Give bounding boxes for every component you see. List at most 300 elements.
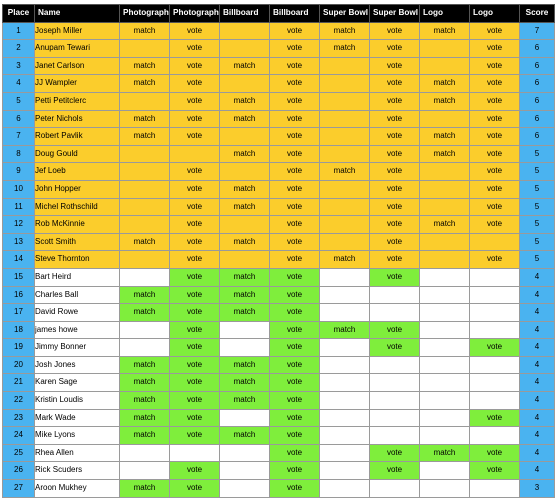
superbowl-match-cell[interactable]	[320, 356, 370, 374]
billboard-vote-cell[interactable]: vote	[270, 57, 320, 75]
billboard-match-cell[interactable]	[220, 444, 270, 462]
superbowl-vote-cell[interactable]: vote	[370, 339, 420, 357]
column-header-photograph-vote[interactable]: Photograph	[170, 5, 220, 23]
superbowl-vote-cell[interactable]: vote	[370, 444, 420, 462]
superbowl-vote-cell[interactable]	[370, 374, 420, 392]
place-cell[interactable]: 2	[3, 40, 35, 58]
photograph-vote-cell[interactable]: vote	[170, 216, 220, 234]
billboard-vote-cell[interactable]: vote	[270, 339, 320, 357]
place-cell[interactable]: 20	[3, 356, 35, 374]
score-cell[interactable]: 6	[520, 92, 555, 110]
photograph-vote-cell[interactable]: vote	[170, 321, 220, 339]
superbowl-match-cell[interactable]	[320, 92, 370, 110]
name-cell[interactable]: Mark Wade	[35, 409, 120, 427]
billboard-match-cell[interactable]: match	[220, 233, 270, 251]
photograph-match-cell[interactable]: match	[120, 427, 170, 445]
superbowl-vote-cell[interactable]: vote	[370, 233, 420, 251]
photograph-vote-cell[interactable]: vote	[170, 22, 220, 40]
superbowl-vote-cell[interactable]: vote	[370, 128, 420, 146]
superbowl-vote-cell[interactable]: vote	[370, 198, 420, 216]
billboard-match-cell[interactable]: match	[220, 92, 270, 110]
photograph-match-cell[interactable]: match	[120, 286, 170, 304]
superbowl-vote-cell[interactable]: vote	[370, 22, 420, 40]
superbowl-vote-cell[interactable]: vote	[370, 110, 420, 128]
photograph-match-cell[interactable]	[120, 321, 170, 339]
billboard-match-cell[interactable]	[220, 40, 270, 58]
billboard-vote-cell[interactable]: vote	[270, 392, 320, 410]
billboard-match-cell[interactable]	[220, 409, 270, 427]
billboard-vote-cell[interactable]: vote	[270, 110, 320, 128]
score-cell[interactable]: 4	[520, 427, 555, 445]
place-cell[interactable]: 25	[3, 444, 35, 462]
billboard-match-cell[interactable]	[220, 480, 270, 498]
column-header-superbowl-match[interactable]: Super Bowl	[320, 5, 370, 23]
billboard-match-cell[interactable]: match	[220, 268, 270, 286]
photograph-vote-cell[interactable]: vote	[170, 339, 220, 357]
billboard-match-cell[interactable]: match	[220, 427, 270, 445]
logo-vote-cell[interactable]	[470, 233, 520, 251]
logo-match-cell[interactable]	[420, 110, 470, 128]
logo-vote-cell[interactable]: vote	[470, 22, 520, 40]
score-cell[interactable]: 6	[520, 110, 555, 128]
place-cell[interactable]: 22	[3, 392, 35, 410]
superbowl-match-cell[interactable]: match	[320, 22, 370, 40]
score-cell[interactable]: 6	[520, 75, 555, 93]
name-cell[interactable]: Bart Heird	[35, 268, 120, 286]
superbowl-match-cell[interactable]	[320, 233, 370, 251]
name-cell[interactable]: Jimmy Bonner	[35, 339, 120, 357]
superbowl-match-cell[interactable]	[320, 427, 370, 445]
billboard-match-cell[interactable]	[220, 75, 270, 93]
logo-match-cell[interactable]	[420, 409, 470, 427]
superbowl-vote-cell[interactable]	[370, 304, 420, 322]
place-cell[interactable]: 24	[3, 427, 35, 445]
billboard-vote-cell[interactable]: vote	[270, 409, 320, 427]
billboard-vote-cell[interactable]: vote	[270, 22, 320, 40]
superbowl-vote-cell[interactable]: vote	[370, 216, 420, 234]
place-cell[interactable]: 13	[3, 233, 35, 251]
billboard-vote-cell[interactable]: vote	[270, 128, 320, 146]
superbowl-vote-cell[interactable]: vote	[370, 251, 420, 269]
name-cell[interactable]: David Rowe	[35, 304, 120, 322]
photograph-match-cell[interactable]: match	[120, 409, 170, 427]
score-cell[interactable]: 4	[520, 374, 555, 392]
logo-match-cell[interactable]: match	[420, 216, 470, 234]
billboard-vote-cell[interactable]: vote	[270, 304, 320, 322]
photograph-match-cell[interactable]: match	[120, 304, 170, 322]
logo-vote-cell[interactable]: vote	[470, 216, 520, 234]
billboard-match-cell[interactable]: match	[220, 57, 270, 75]
superbowl-match-cell[interactable]: match	[320, 163, 370, 181]
place-cell[interactable]: 14	[3, 251, 35, 269]
photograph-match-cell[interactable]	[120, 444, 170, 462]
superbowl-match-cell[interactable]	[320, 198, 370, 216]
billboard-match-cell[interactable]: match	[220, 110, 270, 128]
photograph-match-cell[interactable]: match	[120, 128, 170, 146]
score-cell[interactable]: 5	[520, 180, 555, 198]
superbowl-match-cell[interactable]	[320, 145, 370, 163]
billboard-match-cell[interactable]: match	[220, 356, 270, 374]
score-cell[interactable]: 7	[520, 22, 555, 40]
logo-vote-cell[interactable]	[470, 374, 520, 392]
superbowl-match-cell[interactable]	[320, 180, 370, 198]
superbowl-match-cell[interactable]: match	[320, 251, 370, 269]
place-cell[interactable]: 10	[3, 180, 35, 198]
logo-match-cell[interactable]	[420, 40, 470, 58]
name-cell[interactable]: Josh Jones	[35, 356, 120, 374]
superbowl-match-cell[interactable]	[320, 374, 370, 392]
billboard-match-cell[interactable]: match	[220, 145, 270, 163]
score-cell[interactable]: 4	[520, 462, 555, 480]
superbowl-vote-cell[interactable]: vote	[370, 145, 420, 163]
photograph-vote-cell[interactable]: vote	[170, 163, 220, 181]
superbowl-vote-cell[interactable]	[370, 427, 420, 445]
logo-match-cell[interactable]	[420, 462, 470, 480]
logo-match-cell[interactable]	[420, 304, 470, 322]
name-cell[interactable]: Mike Lyons	[35, 427, 120, 445]
photograph-match-cell[interactable]: match	[120, 356, 170, 374]
photograph-vote-cell[interactable]: vote	[170, 110, 220, 128]
logo-vote-cell[interactable]	[470, 392, 520, 410]
place-cell[interactable]: 11	[3, 198, 35, 216]
billboard-vote-cell[interactable]: vote	[270, 163, 320, 181]
column-header-name[interactable]: Name	[35, 5, 120, 23]
logo-match-cell[interactable]	[420, 163, 470, 181]
logo-match-cell[interactable]	[420, 356, 470, 374]
logo-match-cell[interactable]	[420, 392, 470, 410]
photograph-vote-cell[interactable]: vote	[170, 409, 220, 427]
place-cell[interactable]: 26	[3, 462, 35, 480]
billboard-vote-cell[interactable]: vote	[270, 75, 320, 93]
place-cell[interactable]: 19	[3, 339, 35, 357]
place-cell[interactable]: 16	[3, 286, 35, 304]
column-header-place[interactable]: Place	[3, 5, 35, 23]
billboard-vote-cell[interactable]: vote	[270, 198, 320, 216]
photograph-vote-cell[interactable]: vote	[170, 128, 220, 146]
logo-vote-cell[interactable]: vote	[470, 409, 520, 427]
photograph-match-cell[interactable]: match	[120, 392, 170, 410]
name-cell[interactable]: Rob McKinnie	[35, 216, 120, 234]
photograph-match-cell[interactable]	[120, 268, 170, 286]
logo-vote-cell[interactable]: vote	[470, 92, 520, 110]
logo-vote-cell[interactable]: vote	[470, 251, 520, 269]
billboard-vote-cell[interactable]: vote	[270, 374, 320, 392]
name-cell[interactable]: Robert Pavlik	[35, 128, 120, 146]
photograph-vote-cell[interactable]	[170, 145, 220, 163]
score-cell[interactable]: 6	[520, 40, 555, 58]
logo-vote-cell[interactable]: vote	[470, 163, 520, 181]
billboard-match-cell[interactable]: match	[220, 304, 270, 322]
score-cell[interactable]: 5	[520, 198, 555, 216]
name-cell[interactable]: Aroon Mukhey	[35, 480, 120, 498]
photograph-vote-cell[interactable]: vote	[170, 180, 220, 198]
photograph-match-cell[interactable]	[120, 216, 170, 234]
name-cell[interactable]: Doug Gould	[35, 145, 120, 163]
superbowl-match-cell[interactable]	[320, 75, 370, 93]
score-cell[interactable]: 4	[520, 409, 555, 427]
photograph-match-cell[interactable]	[120, 180, 170, 198]
column-header-logo-vote[interactable]: Logo	[470, 5, 520, 23]
photograph-match-cell[interactable]: match	[120, 374, 170, 392]
logo-match-cell[interactable]	[420, 268, 470, 286]
logo-vote-cell[interactable]: vote	[470, 444, 520, 462]
billboard-match-cell[interactable]: match	[220, 392, 270, 410]
superbowl-vote-cell[interactable]: vote	[370, 40, 420, 58]
billboard-vote-cell[interactable]: vote	[270, 268, 320, 286]
score-cell[interactable]: 4	[520, 356, 555, 374]
superbowl-vote-cell[interactable]	[370, 480, 420, 498]
name-cell[interactable]: Kristin Loudis	[35, 392, 120, 410]
logo-match-cell[interactable]: match	[420, 128, 470, 146]
name-cell[interactable]: Joseph Miller	[35, 22, 120, 40]
logo-vote-cell[interactable]	[470, 321, 520, 339]
logo-match-cell[interactable]	[420, 286, 470, 304]
column-header-photograph-match[interactable]: Photograph	[120, 5, 170, 23]
photograph-match-cell[interactable]: match	[120, 75, 170, 93]
score-cell[interactable]: 5	[520, 145, 555, 163]
superbowl-vote-cell[interactable]	[370, 356, 420, 374]
superbowl-match-cell[interactable]	[320, 444, 370, 462]
score-cell[interactable]: 3	[520, 480, 555, 498]
photograph-match-cell[interactable]: match	[120, 57, 170, 75]
place-cell[interactable]: 5	[3, 92, 35, 110]
superbowl-match-cell[interactable]	[320, 268, 370, 286]
photograph-vote-cell[interactable]: vote	[170, 251, 220, 269]
superbowl-vote-cell[interactable]: vote	[370, 321, 420, 339]
logo-match-cell[interactable]: match	[420, 75, 470, 93]
photograph-vote-cell[interactable]: vote	[170, 480, 220, 498]
logo-match-cell[interactable]	[420, 251, 470, 269]
photograph-match-cell[interactable]	[120, 462, 170, 480]
score-cell[interactable]: 6	[520, 57, 555, 75]
photograph-match-cell[interactable]	[120, 40, 170, 58]
place-cell[interactable]: 27	[3, 480, 35, 498]
superbowl-vote-cell[interactable]: vote	[370, 75, 420, 93]
billboard-match-cell[interactable]	[220, 128, 270, 146]
photograph-match-cell[interactable]	[120, 339, 170, 357]
billboard-match-cell[interactable]	[220, 216, 270, 234]
logo-match-cell[interactable]	[420, 57, 470, 75]
superbowl-match-cell[interactable]	[320, 57, 370, 75]
logo-vote-cell[interactable]: vote	[470, 40, 520, 58]
place-cell[interactable]: 15	[3, 268, 35, 286]
billboard-match-cell[interactable]	[220, 251, 270, 269]
superbowl-match-cell[interactable]: match	[320, 40, 370, 58]
place-cell[interactable]: 18	[3, 321, 35, 339]
name-cell[interactable]: Rick Scuders	[35, 462, 120, 480]
superbowl-match-cell[interactable]	[320, 339, 370, 357]
logo-match-cell[interactable]: match	[420, 22, 470, 40]
logo-match-cell[interactable]	[420, 321, 470, 339]
logo-match-cell[interactable]	[420, 339, 470, 357]
billboard-vote-cell[interactable]: vote	[270, 145, 320, 163]
photograph-vote-cell[interactable]: vote	[170, 304, 220, 322]
logo-vote-cell[interactable]	[470, 480, 520, 498]
billboard-vote-cell[interactable]: vote	[270, 180, 320, 198]
logo-vote-cell[interactable]: vote	[470, 75, 520, 93]
logo-match-cell[interactable]	[420, 198, 470, 216]
logo-vote-cell[interactable]: vote	[470, 339, 520, 357]
photograph-vote-cell[interactable]: vote	[170, 462, 220, 480]
place-cell[interactable]: 23	[3, 409, 35, 427]
billboard-match-cell[interactable]	[220, 462, 270, 480]
place-cell[interactable]: 8	[3, 145, 35, 163]
superbowl-vote-cell[interactable]: vote	[370, 163, 420, 181]
place-cell[interactable]: 12	[3, 216, 35, 234]
photograph-match-cell[interactable]	[120, 145, 170, 163]
billboard-vote-cell[interactable]: vote	[270, 286, 320, 304]
superbowl-match-cell[interactable]	[320, 128, 370, 146]
superbowl-match-cell[interactable]	[320, 110, 370, 128]
photograph-vote-cell[interactable]: vote	[170, 392, 220, 410]
name-cell[interactable]: John Hopper	[35, 180, 120, 198]
score-cell[interactable]: 4	[520, 304, 555, 322]
name-cell[interactable]: Michel Rothschild	[35, 198, 120, 216]
score-cell[interactable]: 4	[520, 286, 555, 304]
name-cell[interactable]: Scott Smith	[35, 233, 120, 251]
superbowl-match-cell[interactable]	[320, 480, 370, 498]
score-cell[interactable]: 4	[520, 339, 555, 357]
score-cell[interactable]: 4	[520, 444, 555, 462]
billboard-match-cell[interactable]: match	[220, 374, 270, 392]
column-header-billboard-vote[interactable]: Billboard	[270, 5, 320, 23]
photograph-vote-cell[interactable]: vote	[170, 198, 220, 216]
superbowl-match-cell[interactable]	[320, 392, 370, 410]
name-cell[interactable]: james howe	[35, 321, 120, 339]
superbowl-vote-cell[interactable]: vote	[370, 462, 420, 480]
superbowl-vote-cell[interactable]: vote	[370, 268, 420, 286]
photograph-vote-cell[interactable]: vote	[170, 75, 220, 93]
photograph-vote-cell[interactable]: vote	[170, 92, 220, 110]
score-cell[interactable]: 5	[520, 163, 555, 181]
column-header-billboard-match[interactable]: Billboard	[220, 5, 270, 23]
billboard-vote-cell[interactable]: vote	[270, 462, 320, 480]
column-header-superbowl-vote[interactable]: Super Bowl	[370, 5, 420, 23]
name-cell[interactable]: Jef Loeb	[35, 163, 120, 181]
billboard-vote-cell[interactable]: vote	[270, 444, 320, 462]
superbowl-match-cell[interactable]: match	[320, 321, 370, 339]
logo-vote-cell[interactable]: vote	[470, 180, 520, 198]
score-cell[interactable]: 5	[520, 216, 555, 234]
superbowl-vote-cell[interactable]: vote	[370, 57, 420, 75]
logo-vote-cell[interactable]	[470, 427, 520, 445]
logo-vote-cell[interactable]: vote	[470, 462, 520, 480]
name-cell[interactable]: Rhea Allen	[35, 444, 120, 462]
logo-vote-cell[interactable]	[470, 286, 520, 304]
place-cell[interactable]: 6	[3, 110, 35, 128]
billboard-match-cell[interactable]: match	[220, 286, 270, 304]
billboard-match-cell[interactable]	[220, 22, 270, 40]
name-cell[interactable]: Karen Sage	[35, 374, 120, 392]
place-cell[interactable]: 3	[3, 57, 35, 75]
billboard-match-cell[interactable]: match	[220, 180, 270, 198]
photograph-match-cell[interactable]	[120, 92, 170, 110]
score-cell[interactable]: 4	[520, 268, 555, 286]
superbowl-vote-cell[interactable]	[370, 286, 420, 304]
logo-match-cell[interactable]: match	[420, 92, 470, 110]
billboard-match-cell[interactable]	[220, 339, 270, 357]
logo-vote-cell[interactable]	[470, 268, 520, 286]
photograph-vote-cell[interactable]: vote	[170, 427, 220, 445]
photograph-vote-cell[interactable]: vote	[170, 268, 220, 286]
logo-vote-cell[interactable]	[470, 356, 520, 374]
logo-match-cell[interactable]	[420, 374, 470, 392]
photograph-match-cell[interactable]	[120, 163, 170, 181]
score-cell[interactable]: 5	[520, 233, 555, 251]
billboard-vote-cell[interactable]: vote	[270, 356, 320, 374]
superbowl-vote-cell[interactable]	[370, 409, 420, 427]
billboard-vote-cell[interactable]: vote	[270, 321, 320, 339]
billboard-match-cell[interactable]: match	[220, 198, 270, 216]
score-cell[interactable]: 5	[520, 251, 555, 269]
photograph-match-cell[interactable]: match	[120, 480, 170, 498]
logo-vote-cell[interactable]: vote	[470, 57, 520, 75]
photograph-match-cell[interactable]	[120, 251, 170, 269]
name-cell[interactable]: Janet Carlson	[35, 57, 120, 75]
logo-vote-cell[interactable]: vote	[470, 110, 520, 128]
photograph-match-cell[interactable]: match	[120, 110, 170, 128]
logo-match-cell[interactable]: match	[420, 444, 470, 462]
place-cell[interactable]: 9	[3, 163, 35, 181]
superbowl-match-cell[interactable]	[320, 216, 370, 234]
column-header-logo-match[interactable]: Logo	[420, 5, 470, 23]
logo-match-cell[interactable]	[420, 427, 470, 445]
billboard-vote-cell[interactable]: vote	[270, 251, 320, 269]
column-header-score[interactable]: Score	[520, 5, 555, 23]
score-cell[interactable]: 6	[520, 128, 555, 146]
photograph-vote-cell[interactable]: vote	[170, 374, 220, 392]
name-cell[interactable]: Steve Thornton	[35, 251, 120, 269]
superbowl-vote-cell[interactable]: vote	[370, 180, 420, 198]
place-cell[interactable]: 17	[3, 304, 35, 322]
name-cell[interactable]: Charles Ball	[35, 286, 120, 304]
billboard-match-cell[interactable]	[220, 163, 270, 181]
superbowl-vote-cell[interactable]	[370, 392, 420, 410]
name-cell[interactable]: Anupam Tewari	[35, 40, 120, 58]
logo-match-cell[interactable]	[420, 233, 470, 251]
photograph-vote-cell[interactable]: vote	[170, 286, 220, 304]
billboard-vote-cell[interactable]: vote	[270, 92, 320, 110]
superbowl-vote-cell[interactable]: vote	[370, 92, 420, 110]
photograph-match-cell[interactable]: match	[120, 22, 170, 40]
name-cell[interactable]: Petti Petitclerc	[35, 92, 120, 110]
logo-vote-cell[interactable]: vote	[470, 198, 520, 216]
logo-match-cell[interactable]	[420, 480, 470, 498]
place-cell[interactable]: 4	[3, 75, 35, 93]
logo-vote-cell[interactable]: vote	[470, 128, 520, 146]
photograph-match-cell[interactable]	[120, 198, 170, 216]
name-cell[interactable]: Peter Nichols	[35, 110, 120, 128]
billboard-vote-cell[interactable]: vote	[270, 233, 320, 251]
billboard-vote-cell[interactable]: vote	[270, 40, 320, 58]
place-cell[interactable]: 7	[3, 128, 35, 146]
superbowl-match-cell[interactable]	[320, 286, 370, 304]
logo-match-cell[interactable]: match	[420, 145, 470, 163]
superbowl-match-cell[interactable]	[320, 462, 370, 480]
score-cell[interactable]: 4	[520, 321, 555, 339]
billboard-match-cell[interactable]	[220, 321, 270, 339]
place-cell[interactable]: 21	[3, 374, 35, 392]
billboard-vote-cell[interactable]: vote	[270, 480, 320, 498]
logo-vote-cell[interactable]	[470, 304, 520, 322]
photograph-vote-cell[interactable]: vote	[170, 233, 220, 251]
photograph-vote-cell[interactable]: vote	[170, 356, 220, 374]
name-cell[interactable]: JJ Wampler	[35, 75, 120, 93]
superbowl-match-cell[interactable]	[320, 409, 370, 427]
billboard-vote-cell[interactable]: vote	[270, 427, 320, 445]
photograph-vote-cell[interactable]: vote	[170, 57, 220, 75]
place-cell[interactable]: 1	[3, 22, 35, 40]
